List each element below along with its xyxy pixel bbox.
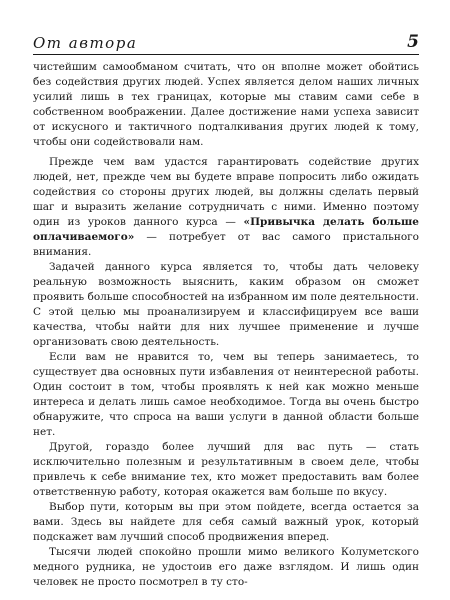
header-rule [33,54,419,55]
paragraph-2 [33,155,419,260]
paragraph-5: Другой, гораздо более лучший для вас путь — стать исключительно полезным и результативным в своем деле, чтобы привлечь к себе внимание тех, кто может предоставить вам более ответственную работу, которая окажется вам больше по вкусу. [33,441,419,498]
paragraph-7: Тысячи людей спокойно прошли мимо великого Колуметского медного рудника, не удостоив его даже взглядом. И лишь один человек не просто посмотрел в ту сто- [33,546,419,588]
paragraph-1: чистейшим самообманом считать, что он вполне может обойтись без содействия других людей. Успех является делом наших личных усилий лишь в тех границах, которые мы ставим сами себе в собственном воображении. Далее достижение нами успеха зависит от искусного и тактичного подталкивания других людей к тому, чтобы они содействовали нам. [33,61,419,148]
running-head [33,30,419,52]
paragraph-4: Если вам не нравится то, чем вы теперь занимаетесь, то существует два основных пути избавления от неинтересной работы. Один состоит в том, чтобы проявлять к ней как можно меньше интереса и делать лишь самое необходимое. Тогда вы очень быстро обнаружите, что спроса на ваши услуги в данной области больше нет. [33,351,419,438]
section-title: От автора [33,34,138,52]
paragraph-2-text-end: — потребует от вас самого пристального внимания. [33,231,419,258]
paragraph-6: Выбор пути, которым вы при этом пойдете, всегда остается за вами. Здесь вы найдете для себя самый важный урок, который подскажет вам лучший способ продвижения вперед. [33,501,419,543]
paragraph-2-text-start: Прежде чем вам удастся гарантировать содействие других людей, нет, прежде чем вы будете вправе попросить либо ожидать содействия со стороны других людей, вы должны сделать первый шаг и выразить желание сотрудничать с ними. Именно поэтому один из уроков данного курса — [33,156,419,228]
body-text [33,60,419,590]
paragraph-3: Задачей данного курса является то, чтобы дать человеку реальную возможность выяснить, каким образом он сможет проявить больше способностей на избранном им поле деятельности. С этой целью мы проанализируем и классифицируем все ваши качества, чтобы найти для них лучшее применение и лучше организовать свою деятельность. [33,261,419,348]
page-number: 5 [407,32,419,52]
lesson-title-bold: «Привычка делать больше оплачиваемого» [33,216,419,243]
